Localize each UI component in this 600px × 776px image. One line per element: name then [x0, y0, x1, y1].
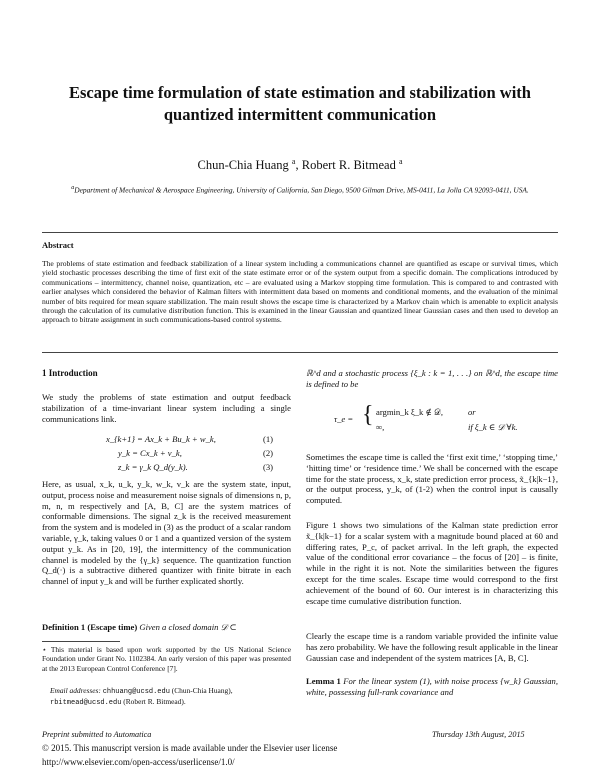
paragraph: Sometimes the escape time is called the ‘first exit time,’ ‘stopping time,’ ‘hitting time’ or ‘residence time.’ We shall be concerned with the escape time for the state process, x_k, state prediction error process, x̃_{k|k−1}, or the output process, y_k, of (1-2) when the control input is causally computed. [306, 452, 558, 506]
definition-continued: ℝ^d and a stochastic process {ξ_k : k = 1, . . .} on ℝ^d, the escape time is defined to be [306, 368, 558, 389]
section-heading: 1 Introduction [42, 368, 98, 378]
author-separator: , [295, 158, 302, 173]
equation-number: (3) [263, 462, 274, 472]
brace-symbol: { [362, 402, 374, 428]
equation-output: y_k = Cx_k + v_k, [118, 448, 182, 458]
equation-number: (1) [263, 434, 274, 444]
author-name: Robert R. Bitmead [301, 158, 396, 173]
tau-symbol: τ_e = [334, 414, 354, 424]
equation-number: (2) [263, 448, 274, 458]
case-argmin: argmin_k ξ_k ∉ 𝒟, [376, 407, 444, 417]
footnote: ⋆ This material is based upon work supported by the US National Science Foundation under Grant No. 1102384. An early version of this paper was presented at the 2013 European Control Conference [7]. [42, 645, 291, 673]
preprint-note: Preprint submitted to Automatica [42, 730, 152, 739]
footnote-rule [42, 641, 120, 642]
paragraph: Figure 1 shows two simulations of the Kalman state prediction error x̃_{k|k−1} for a scalar system with a magnitude bound placed at 60 and differing rates, P_c, of packet arrival. In the left graph, the expected value of the conditional error covariance – the focus of [20] – is finite, while in the right it is not. Note the similarities between the figures except for the time scales. Escape time would correspond to the first achievement of the bound of 60. Our interest is in characterizing this escape time cumulative distribution function. [306, 520, 558, 606]
license-url[interactable]: http://www.elsevier.com/open-access/userlicense/1.0/ [42, 757, 235, 767]
preprint-date: Thursday 13th August, 2015 [432, 730, 525, 739]
lemma-start: Lemma 1 For the linear system (1), with noise process {w_k} Gaussian, white, possessing full-rank covariance and [306, 676, 558, 697]
case-infinity: ∞, [376, 422, 385, 432]
abstract-top-rule [42, 232, 558, 233]
footnote-mark: ⋆ [42, 645, 47, 654]
equation-measurement: z_k = γ_k Q_d(y_k). [118, 462, 188, 472]
paragraph: Clearly the escape time is a random variable provided the infinite value has zero probability. We have the following result applicable in the linear Gaussian case and independent of the system matrices [A, B, C]. [306, 631, 558, 663]
affiliation-mark: a [398, 157, 403, 166]
abstract-bottom-rule [42, 352, 558, 353]
intro-paragraph: We study the problems of state estimation and output feedback stabilization of a time-invariant linear system including a single communications link. [42, 392, 291, 424]
affiliation: $^a$Department of Mechanical & Aerospace Engineering, University of California, San Diego, 9500 Gilman Drive, MS-0411, La Jolla CA 92093-0411, USA. [71, 185, 529, 195]
equation-state: x_{k+1} = Ax_k + Bu_k + w_k, [106, 434, 216, 444]
paper-title: Escape time formulation of state estimation and stabilization with quantized intermittent communication [69, 83, 531, 124]
abstract-text: The problems of state estimation and feedback stabilization of a linear system including a communications channel are quantified as escape or survival times, which yield stochastic processes describing the time of first exit of the state estimate error or of the system output from a specific domain. The complications introduced by communications – intermittency, channel noise, quantization, etc – are evaluated using a Markov stopping time formulation. This is compared to and contrasted with earlier analyses which considered the behavior of Kalman filters with intermittent data based on moments and conditional moments, and the evaluation of the minimal number of bits required for mean square stabilization. The main result shows the escape time is characterized by a Markov chain which is amenable to explicit analysis through the calculation of its cumulative distribution function. This is examined in the linear Gaussian and quantized linear Gaussian cases and then used to develop an approach to bitrate assignment in such communications-based control systems. [42, 259, 558, 325]
abstract-heading: Abstract [42, 240, 74, 250]
license-text: © 2015. This manuscript version is made available under the Elsevier user license [42, 743, 338, 753]
email-link[interactable]: chhuang@ucsd.edu [102, 688, 170, 696]
email-addresses: Email addresses: chhuang@ucsd.edu (Chun-Chia Huang), rbitmead@ucsd.edu (Robert R. Bitmead). [50, 686, 233, 708]
email-link[interactable]: rbitmead@ucsd.edu [50, 699, 122, 708]
author-list [0, 157, 600, 173]
case-condition: or [468, 407, 476, 417]
definition-start: Definition 1 (Escape time) Given a closed domain 𝒟 ⊂ [42, 622, 237, 632]
case-condition: if ξ_k ∈ 𝒟 ∀k. [468, 422, 518, 432]
affiliation-mark: a [71, 185, 75, 191]
author-name: Chun-Chia Huang [197, 158, 289, 173]
affiliation-mark: a [291, 157, 296, 166]
model-paragraph: Here, as usual, x_k, u_k, y_k, w_k, v_k are the system state, input, output, process noise and measurement noise signals of dimensions n, p, m, n, m respectively and [A, B, C] are the system matrices of conformable dimensions. The signal z_k is the received measurement from the system and is modeled in (3) as the product of a scalar random variable, γ_k, taking values 0 or 1 and a quantized version of the system output y_k. As in [20, 19], the intermittency of the communication channel is modeled by the {γ_k} sequence. The quantization function Q_d(·) is a subtractive dithered quantizer with finite bitrate in each channel of input y_k and will be further explicated shortly. [42, 479, 291, 587]
